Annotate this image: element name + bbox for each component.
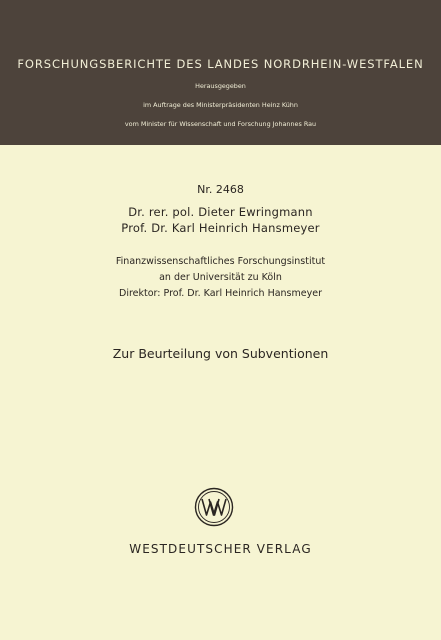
- westdeutscher-verlag-ww-logo-icon: [194, 487, 234, 527]
- herausgegeben-label: Herausgegeben: [195, 82, 246, 90]
- institute-line-3: Direktor: Prof. Dr. Karl Heinrich Hansmeyer: [119, 288, 322, 299]
- editor-line: im Auftrage des Ministerpräsidenten Heinz Kühn: [143, 101, 298, 109]
- header-band: [0, 0, 441, 145]
- report-number: Nr. 2468: [197, 183, 244, 196]
- institute-line-1: Finanzwissenschaftliches Forschungsinstitut: [115, 256, 326, 267]
- minister-line: vom Minister für Wissenschaft und Forschung Johannes Rau: [124, 120, 317, 128]
- publisher-name: WESTDEUTSCHER VERLAG: [129, 542, 312, 556]
- report-title: Zur Beurteilung von Subventionen: [112, 346, 329, 361]
- institute-line-2: an der Universität zu Köln: [159, 272, 282, 283]
- author-1: Dr. rer. pol. Dieter Ewringmann: [128, 205, 313, 219]
- series-title: FORSCHUNGSBERICHTE DES LANDES NORDRHEIN-WESTFALEN: [17, 57, 424, 71]
- author-2: Prof. Dr. Karl Heinrich Hansmeyer: [121, 221, 320, 235]
